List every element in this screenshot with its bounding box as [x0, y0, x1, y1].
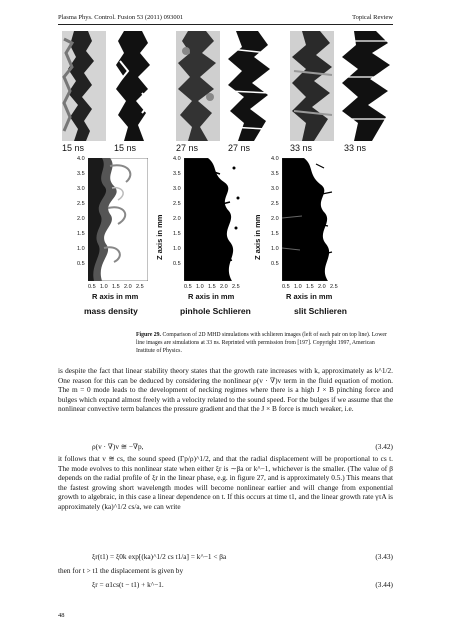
x-tick: 2.5	[330, 284, 338, 290]
y-tick: 2.0	[77, 216, 85, 222]
panel3-x-axis-label: R axis in mm	[286, 292, 333, 301]
x-tick: 1.5	[208, 284, 216, 290]
strip-image-6	[340, 31, 390, 141]
figure-caption	[136, 331, 395, 356]
x-tick: 2.5	[136, 284, 144, 290]
y-tick: 3.0	[271, 186, 279, 192]
x-tick: 1.0	[100, 284, 108, 290]
strip-image-1	[62, 31, 106, 141]
panel-title-pinhole-schlieren: pinhole Schlieren	[180, 306, 251, 316]
y-tick: 2.5	[77, 201, 85, 207]
panel-slit-schlieren-image	[282, 158, 342, 281]
panel-pinhole-schlieren-image	[184, 158, 244, 281]
x-tick: 1.5	[306, 284, 314, 290]
y-tick: 0.5	[271, 261, 279, 267]
y-tick: 4.0	[77, 156, 85, 162]
y-tick: 1.0	[77, 246, 85, 252]
body-paragraph-1: is despite the fact that linear stability theory states that the growth rate increases with k, approximately as k^1/2. One reason for this can be deduced by considering the nonlinear ρ(v · ∇)v term in the fluid equation of motion. The m = 0 mode leads to the development of necking regimes where there is a high J × B pinching force and bulges which expand almost freely with a velocity related to the sound speed. For the bulges if we assume that the nonlinear convective term balances the pressure gradient and that the J × B force is much weaker, i.e.	[58, 366, 393, 414]
panel3-y-axis-label: Z axis in mm	[253, 214, 262, 260]
equation-3-44: ξr = α1cs(t − t1) + k^−1.	[92, 580, 164, 589]
x-tick: 1.0	[294, 284, 302, 290]
x-tick: 1.5	[112, 284, 120, 290]
panel-title-mass-density: mass density	[84, 306, 138, 316]
caption-label: Figure 29.	[136, 332, 162, 338]
x-tick: 0.5	[184, 284, 192, 290]
y-tick: 2.0	[271, 216, 279, 222]
time-label-6: 33 ns	[344, 143, 367, 153]
y-tick: 2.5	[173, 201, 181, 207]
section-header: Topical Review	[352, 14, 393, 21]
y-tick: 1.0	[271, 246, 279, 252]
strip-image-5	[290, 31, 334, 141]
x-tick: 2.5	[232, 284, 240, 290]
equation-number-3-44: (3.44)	[375, 580, 393, 589]
time-label-4: 27 ns	[228, 143, 251, 153]
y-tick: 4.0	[173, 156, 181, 162]
y-tick: 3.5	[173, 171, 181, 177]
equation-number-3-42: (3.42)	[375, 442, 393, 451]
x-tick: 2.0	[220, 284, 228, 290]
x-tick: 2.0	[318, 284, 326, 290]
y-tick: 1.5	[271, 231, 279, 237]
x-tick: 2.0	[124, 284, 132, 290]
y-tick: 3.0	[77, 186, 85, 192]
equation-3-42: ρ(v · ∇)v ≅ −∇p,	[92, 442, 144, 451]
page-number: 48	[58, 612, 65, 619]
x-tick: 0.5	[282, 284, 290, 290]
y-tick: 0.5	[173, 261, 181, 267]
strip-image-4	[226, 31, 270, 141]
panel2-x-axis-label: R axis in mm	[188, 292, 235, 301]
y-tick: 3.0	[173, 186, 181, 192]
panel-mass-density-image	[88, 158, 148, 281]
body-paragraph-2: it follows that v ≅ cs, the sound speed (Γp/ρ)^1/2, and that the radial displacement will be proportional to cs t. The mode evolves to this nonlinear state when either ξr is ∼βa or k^−1, whichever is the smaller. (The value of β depends on the radial profile of ξr in the linear phase, e.g. in figure 27, and is approximately 0.5.) This means that the fastest growing short wavelength modes will become nonlinear earlier and will change from exponential growth to algebraic, in this case a linear dependence on t. If this occurs at time t1, and the linear growth rate γτA is approximately (ka)^1/2 cs/a, we can write	[58, 454, 393, 511]
y-tick: 3.5	[77, 171, 85, 177]
y-tick: 0.5	[77, 261, 85, 267]
panel-title-slit-schlieren: slit Schlieren	[294, 306, 347, 316]
y-tick: 3.5	[271, 171, 279, 177]
header-rule	[58, 24, 393, 25]
y-tick: 1.5	[77, 231, 85, 237]
y-tick: 1.0	[173, 246, 181, 252]
panel2-y-axis-label: Z axis in mm	[155, 214, 164, 260]
panel1-x-axis-label: R axis in mm	[92, 292, 139, 301]
time-label-3: 27 ns	[176, 143, 199, 153]
journal-header: Plasma Phys. Control. Fusion 53 (2011) 093001	[58, 14, 184, 21]
time-label-5: 33 ns	[290, 143, 313, 153]
y-tick: 2.5	[271, 201, 279, 207]
x-tick: 1.0	[196, 284, 204, 290]
time-label-2: 15 ns	[114, 143, 137, 153]
strip-image-3	[176, 31, 220, 141]
y-tick: 2.0	[173, 216, 181, 222]
x-tick: 0.5	[88, 284, 96, 290]
caption-text: Comparison of 2D MHD simulations with schlieren images (left of each pair on top line). Lower line images are simulations at 33 ns. Reprinted with permission from [197]. Copyright 1997, American Institute of Physics.	[136, 332, 387, 355]
time-label-1: 15 ns	[62, 143, 85, 153]
y-tick: 4.0	[271, 156, 279, 162]
equation-number-3-43: (3.43)	[375, 552, 393, 561]
figure-top-strip	[58, 31, 398, 141]
equation-3-43: ξr(t1) = ξ0k exp[(ka)^1/2 cs t1/a] = k^−1 < βa	[92, 552, 227, 561]
body-paragraph-3: then for t > t1 the displacement is given by	[58, 566, 184, 575]
y-tick: 1.5	[173, 231, 181, 237]
strip-image-2	[112, 31, 156, 141]
